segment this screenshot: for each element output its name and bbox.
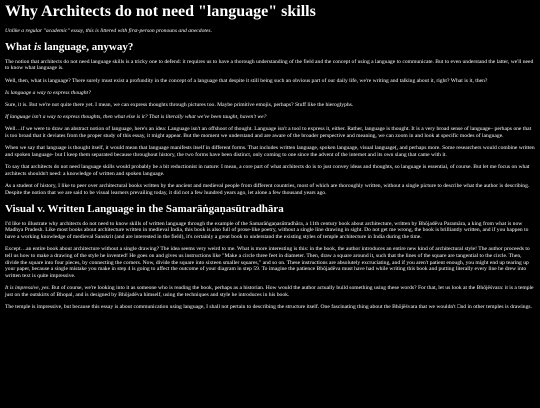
paragraph: Sure, it is. But we're not quite there yet. I mean, we can express thoughts through pictures too. Maybe primitive emojis, perhaps? Stuff like the hieroglyphs. <box>5 102 354 109</box>
document-page <box>0 3 540 311</box>
paragraph: I'd like to illustrate why architects do not need to know skills of written language through the example of the Samarāṅgaṇasūtradhāra, a 11th century book about architecture, written by Bhōjadēva Paramāra, a king from what is now Madhya Pradesh. Like most books about architecture written in medieval India, this book is also full of prose-like poetry, without a single line drawing in sight. Do not get me wrong, the book is brilliantly written, and if you happen to have a working knowledge of medieval Sanskrit (and are interested in the field), it's certainly a great book to understand the existing styles of temple architecture in India during the time. <box>5 220 529 240</box>
heading-part: What <box>5 40 35 53</box>
subtitle: Unlike a regular "academic" essay, this is littered with first-person pronouns and anecdotes. <box>5 28 212 34</box>
page-title: Why Architects do not need "language" skills <box>5 3 316 20</box>
paragraph: When we say that language is thought itself, it would mean that language manifests itself in different forms. That includes written language, spoken language, visual language(, and perhaps more. Some researchers would combine written and spoken language- but I keep them separated because throughout history, the two forms have been distinct, only coming to one since the advent of the internet and its own slang that came with it. <box>5 145 535 159</box>
section-heading-visual-vs-written: Visual v. Written Language in the Samarāṅgaṇasūtradhāra <box>5 202 284 215</box>
heading-emphasis: is <box>34 40 42 53</box>
paragraph: To say that architects do not need language skills would probably be a bit reductionist in nature: I mean, a core part of what architects do is to just convey ideas and thoughts, so language is essential, of course. But let me focus on what architects shouldn't need: a knowledge of written and spoken language. <box>5 164 530 177</box>
heading-part: language, anyway? <box>41 40 134 53</box>
paragraph: Except…an entire book about architecture without a single drawing? The idea seems very weird to me. What is more interesting is this: in the book, the author introduces an entire new kind of architectural style! The author proceeds to tell us how to make a drawing of the style he invented! He goes on and gives us instructions like "Make a circle three feet in diameter. Then, draw a square around it, such that the lines of the square are tangential to the circle. Then, divide the square into four pieces, by connecting the corners. Now, divide the square into sixteen smaller squares," and so on. These instructions are absolutely excruciating, and if you aren't patient enough, you might end up tearing up your paper, because a single mistake you make in step 4 is going to affect the outcome of your diagram in step 59. To imagine the patience Bhōjadēva must have had while writing this book and putting literally every line he drew into written text is quite impressive. <box>5 246 530 279</box>
paragraph: Well…if we were to draw an abstract notion of language, here's an idea: Language isn't an offshoot of thought. Language isn't a tool to express it, either. Rather, language is thought. It is a very broad sense of language– perhaps one that is too broad that it deviates from the proper study of this essay, it might appear. But the moment we understand and are aware of the broader perspective and meaning, we can zoom in and look at specific modes of language. <box>5 126 532 140</box>
paragraph-text: But of course, we're looking into it as someone who is reading the book, perhaps as a historian. How would the author actually build something using these words? For that, let us look at the Bhōjēśvara: it is a temple just on the outskirts of Bhopal, and is designed by Bhōjadēva himself, using the techniques and style he introduces in his book. <box>5 285 534 298</box>
paragraph <box>5 285 535 298</box>
question-line: If language isn't a way to express thoughts, then what else is it? That is literally what we've been taught, haven't we? <box>5 114 267 121</box>
paragraph: As a student of history, I like to peer over architectural books written by the ancient and medieval people from different countries, most of which are thoroughly written, without a single picture to describe what the author is describing. Despite the notion that we are said to be visual learners prevailing today, it did not a few hundred years ago, let alone a few thousand years ago. <box>5 183 530 196</box>
paragraph: The notion that architects do not need language skills is a tricky one to defend: it requires us to have a thorough understanding of the field and the concept of using a language to communicate. But to even understand the latter, we'll need to know what language is. <box>5 58 534 72</box>
question-line: Is language a way to express thought? <box>5 89 91 96</box>
paragraph: Well, then, what is language? There surely must exist a profundity in the concept of a language that despite it still being such an obvious part of our daily life, we're writing and talking about it, right? What is it, then? <box>5 77 488 84</box>
paragraph: The temple is impressive, but because this essay is about communication using language, I shall not pertain to describing the structure itself. One fascinating thing about the Bhōjēśvara that we wouldn't □nd in other temples is drawings. <box>5 304 532 311</box>
emphasis: It is impressive, yes. <box>5 285 50 292</box>
section-heading-what-is-language <box>5 41 535 54</box>
